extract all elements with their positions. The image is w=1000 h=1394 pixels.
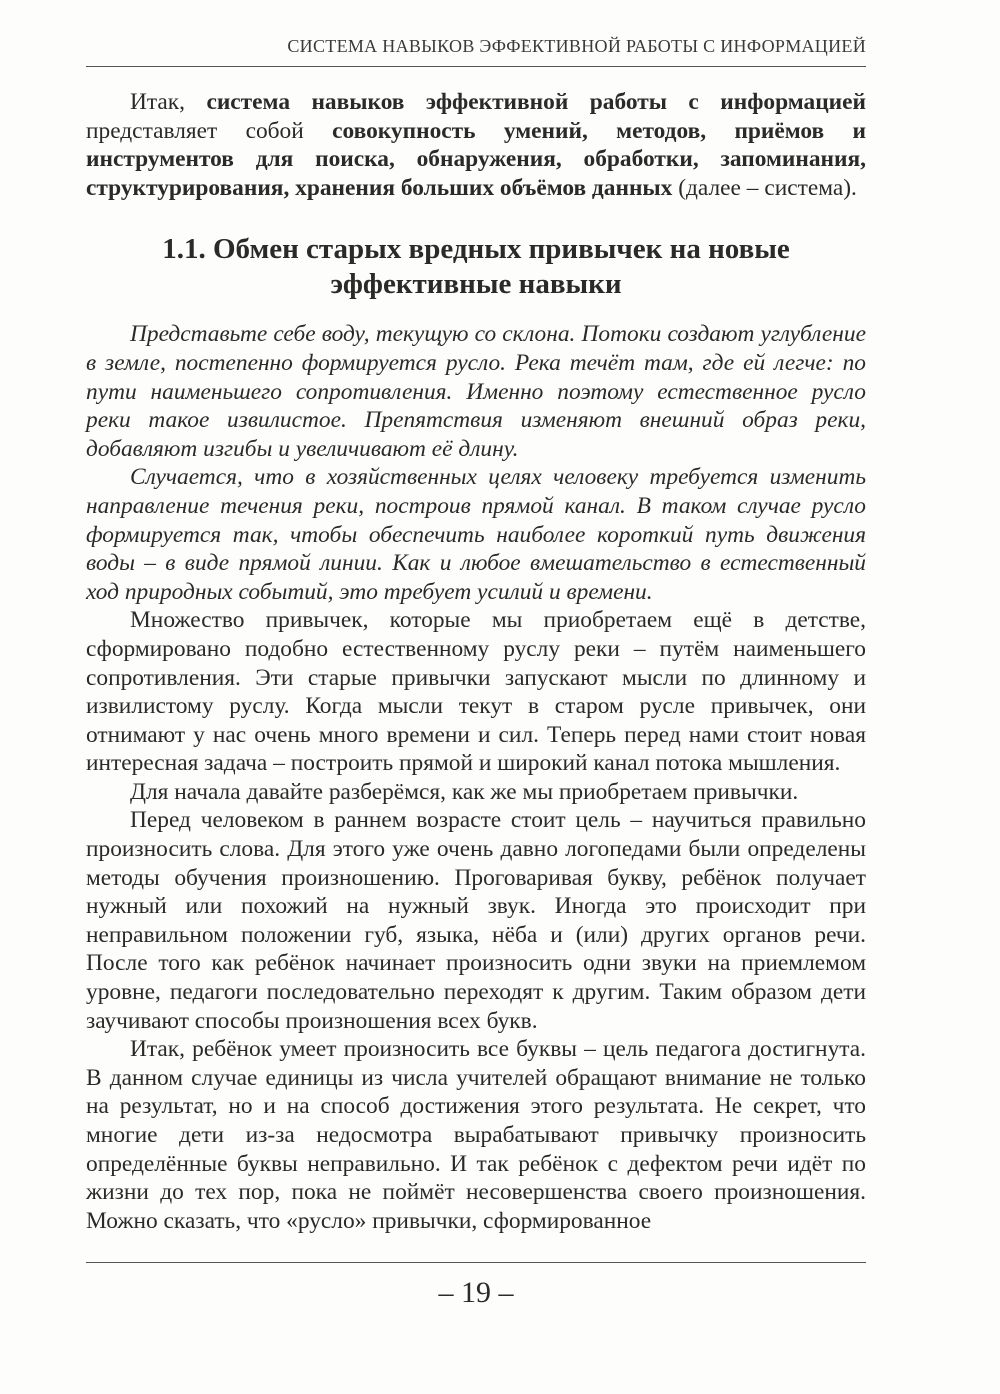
paragraph-habits: Множество привычек, которые мы приобретаем ещё в детстве, сформировано подобно естественному руслу реки – путём наименьшего сопротивления. Эти старые привычки запускают мысли по длинному и извилистому руслу. Когда мысли текут в старом русле привычек, они отнимают у нас очень много времени и сил. Теперь перед нами стоит новая интересная задача – построить прямой и широкий канал потока мышления. — [86, 607, 866, 777]
intro-paragraph — [86, 88, 866, 202]
paragraph-goal-achieved: Итак, ребёнок умеет произносить все буквы – цель педагога достигнута. В данном случае единицы из числа учителей обращают внимание не только на результат, но и на способ достижения этого результата. Не секрет, что многие дети из-за недосмотра вырабатывают привычку произносить определённые буквы неправильно. И так ребёнок с дефектом речи идёт по жизни до тех пор, пока не поймёт несовершенства своего произношения. Можно сказать, что «русло» привычки, сформированное — [86, 1036, 866, 1234]
paragraph-lets-begin: Для начала давайте разберёмся, как же мы приобретаем привычки. — [130, 778, 799, 805]
section-heading — [86, 232, 866, 302]
body-text — [86, 88, 866, 1235]
section-heading-line-1: 1.1. Обмен старых вредных привычек на новые — [162, 233, 790, 266]
intro-bold-term: система навыков эффективной работы с информацией — [206, 89, 867, 115]
paragraph-child-speech: Перед человеком в раннем возрасте стоит цель – научиться правильно произносить слова. Для этого уже очень давно логопедами были определены методы обучения произношению. Проговаривая букву, ребёнок получает нужный или похожий на нужный звук. Иногда это происходит при неправильном положении губ, языка, нёба и (или) других органов речи. После того как ребёнок начинает произносить одни звуки на приемлемом уровне, педагоги последовательно переходят к другим. Таким образом дети заучивают способы произношения всех букв. — [86, 807, 866, 1034]
italic-paragraph-canal: Случается, что в хозяйственных целях человеку требуется изменить направление течения реки, построив прямой канал. В таком случае русло формируется так, чтобы обеспечить наиболее короткий путь движения воды – в виде прямой линии. Как и любое вмешательство в естественный ход природных событий, это требует усилий и времени. — [86, 464, 866, 605]
header-rule — [86, 66, 866, 67]
intro-middle: представляет собой — [86, 117, 333, 144]
section-heading-line-2: эффективные навыки — [330, 268, 622, 301]
intro-prefix: Итак, — [130, 89, 207, 115]
page-number: – 19 – — [438, 1276, 514, 1309]
intro-suffix: (далее – система). — [672, 174, 857, 201]
footer-rule — [86, 1262, 866, 1263]
italic-paragraph-river: Представьте себе воду, текущую со склона. Потоки создают углубление в земле, постепенно формируется русло. Река течёт там, где ей легче: по пути наименьшего сопротивления. Именно поэтому естественное русло реки такое извилистое. Препятствия изменяют внешний образ реки, добавляют изгибы и увеличивают её длину. — [86, 321, 866, 462]
intro-bold-definition: совокупность умений, методов, приёмов и инструментов для поиска, обнаружения, обработки, запоминания, структурирования, хранения больших объёмов данных — [86, 117, 866, 201]
running-head: СИСТЕМА НАВЫКОВ ЭФФЕКТИВНОЙ РАБОТЫ С ИНФОРМАЦИЕЙ — [287, 36, 866, 56]
